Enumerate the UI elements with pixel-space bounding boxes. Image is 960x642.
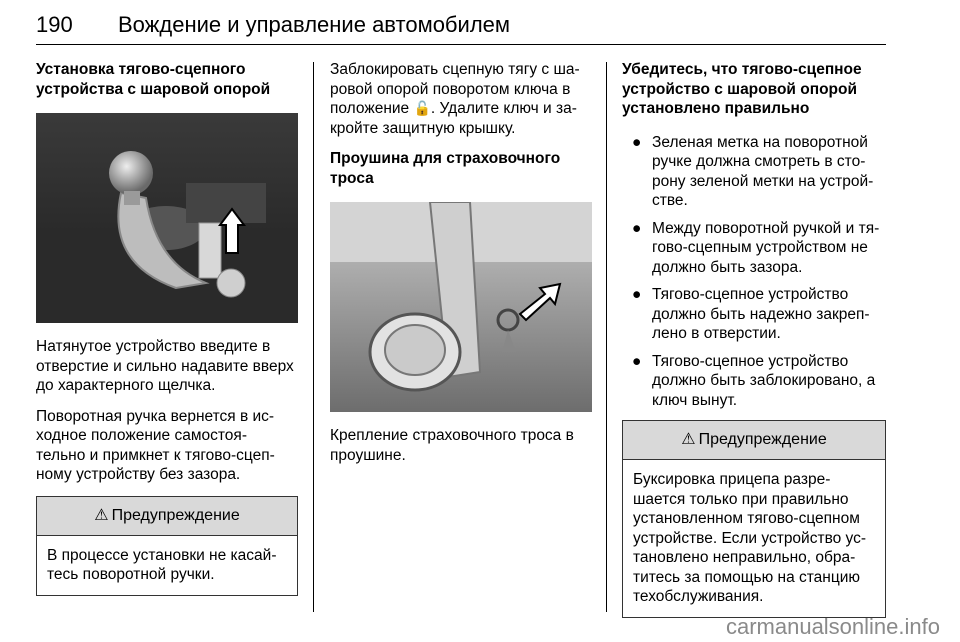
section-heading-installation: Установка тягово-сцепного устройства с шаровой опорой <box>36 61 271 98</box>
chapter-title: Вождение и управление автомобилем <box>118 12 511 37</box>
warning-header <box>623 421 885 460</box>
page-header <box>36 6 886 46</box>
warning-title: Предупреждение <box>111 506 240 524</box>
watermark: carmanualsonline.info <box>725 614 940 639</box>
page-number: 190 <box>36 12 73 37</box>
list-item: ● Тягово-сцепное устройство должно быть заблокировано, а ключ вынут. <box>632 352 876 409</box>
warning-text: В процессе установки не касай- тесь поворотной ручки. <box>47 546 277 583</box>
check-list <box>622 133 886 411</box>
section-heading-eyelet: Проушина для страховочного троса <box>330 150 561 187</box>
warning-box-2 <box>622 420 886 618</box>
list-item: ● Зеленая метка на поворотной ручке должна смотреть в сто- рону зеленой метки на устрой- стве. <box>632 133 874 209</box>
installation-paragraph-2: Поворотная ручка вернется в ис- ходное положение самостоя- тельно и примкнет к тягово-сцеп- ному устройству без зазора. <box>36 407 275 483</box>
eyelet-caption: Крепление страховочного троса в проушине. <box>330 427 574 464</box>
warning-triangle-icon: ⚠ <box>681 431 696 449</box>
column-divider-1 <box>313 62 314 612</box>
section-heading-check: Убедитесь, что тягово-сцепное устройство с шаровой опорой установлено правильно <box>622 61 862 117</box>
lock-paragraph: Заблокировать сцепную тягу с ша- ровой опорой поворотом ключа в положение 🔓. Удалите ключ и за- кройте защитную крышку. <box>330 61 580 137</box>
warning-triangle-icon: ⚠ <box>94 506 109 524</box>
column-2 <box>330 60 592 476</box>
installation-paragraph-1: Натянутое устройство введите в отверстие и сильно надавите вверх до характерного щелчка. <box>36 338 294 394</box>
warning-title: Предупреждение <box>698 431 827 449</box>
list-item: ● Тягово-сцепное устройство должно быть надежно закреп- лено в отверстии. <box>632 286 870 342</box>
warning-box-1 <box>36 496 298 596</box>
safety-cable-eyelet-photo <box>330 202 592 412</box>
list-item: ● Между поворотной ручкой и тя- гово-сцепным устройством не должно быть зазора. <box>632 219 880 276</box>
column-1 <box>36 60 298 596</box>
lock-position-icon: 🔓 <box>413 100 431 116</box>
header-divider <box>36 44 886 45</box>
column-divider-2 <box>606 62 607 612</box>
column-3 <box>622 60 886 618</box>
warning-header <box>37 497 297 536</box>
warning-text: Буксировка прицепа разре- шается только при правильно установленном тягово-сцепном устройстве. Если устройство ус- тановлено неправильно, обра- титесь за помощью на станцию техобслуживания. <box>633 471 867 605</box>
towbar-installation-photo <box>36 113 298 323</box>
